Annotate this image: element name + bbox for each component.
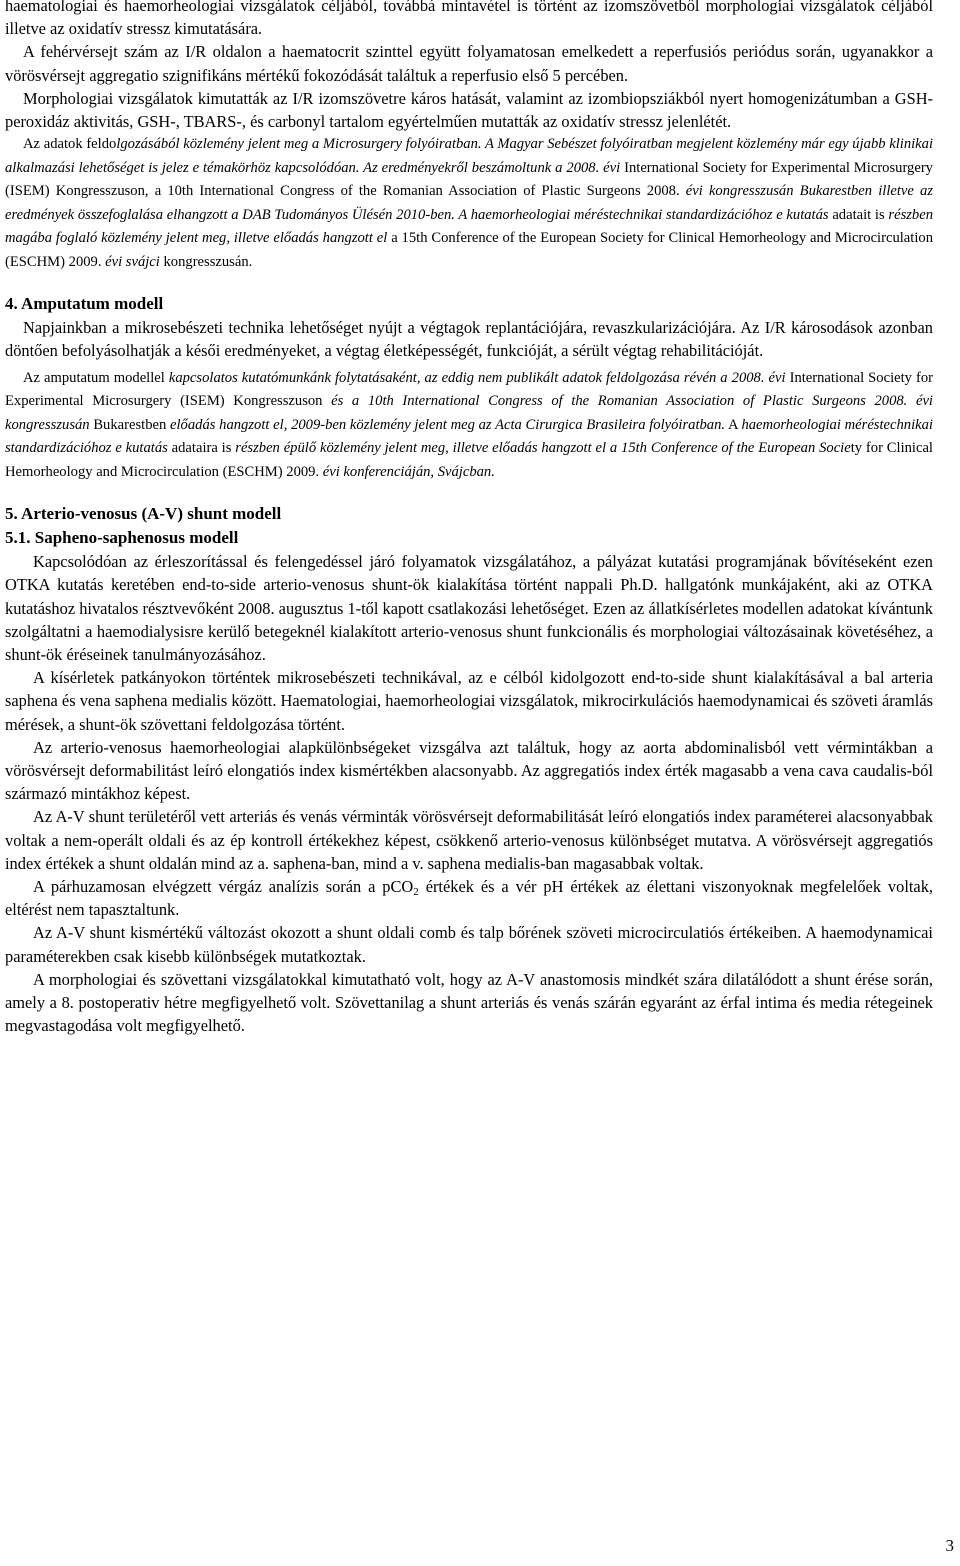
subscript: 2 [413,885,419,898]
document-page [5,0,933,1037]
text-run: értékek és a vér pH értékek az élettani viszonyoknak megfelelőek voltak, eltérést nem tapasztaltunk. [5,876,933,920]
section-5-paragraph-7: A morphologiai és szövettani vizsgálatokkal kimutatható volt, hogy az A-V anastomosis mindkét szára dilatálódott a shunt érése során, amely a 8. postoperativ hétre megfigyelhető volt. Szövettanilag a shunt arteriás és venás szárán egyaránt az érfal intima és media rétegeinek megvastagodása volt megfigyelhető. [5,969,933,1036]
text-run: a 15th Conference of the European Society for Clinical Hemorheology and Microcirculation (ESCHM) 2009. [5,230,933,270]
intro-paragraph-1: A fehérvérsejt szám az I/R oldalon a haematocrit szinttel együtt folyamatosan emelkedett a reperfusiós periódus során, ugyanakkor a vörösvérsejt aggregatio szignifikáns mértékű fokozódását találtuk a reperfusio első 5 percében. [5,42,933,85]
text-run: International Society for Experimental Microsurgery (ISEM) Kongresszuson, a 10th International Congress of the Romanian Association of Plastic Surgeons 2008. [5,159,933,200]
text-run: évi konferenciáján, Svájcban. [322,463,495,480]
page-number: 3 [945,1536,954,1555]
text-run: lgozásából közlemény jelent meg a Microsurgery folyóiratban. [116,136,482,153]
intro-publications-paragraph [5,133,933,274]
text-run: részben épülő közlemény jelent meg, illetve előadás hangzott el a 15th Conference of the European Socie [235,440,851,457]
text-run: haemorheologiai méréstechnikai standardizációhoz e kutatás [5,416,933,457]
text-run: kapcsolatos kutatómunkánk folytatásaként, az eddig nem publikált adatok feldolgozása révén a 2008. évi [168,369,790,386]
section-5-paragraph-3: Az arterio-venosus haemorheologiai alapkülönbségeket vizsgálva azt találtuk, hogy az aorta abdominalisból vett vérmintákban a vörösvérsejt deformabilitást leíró elongatiós index kismértékben alacsonyabb. Az aggregatiós index érték magasabb a vena cava caudalis-ból származó mintákhoz képest. [5,737,933,804]
text-run: International Society for Experimental Microsurgery (ISEM) Kongresszuson [5,369,933,410]
text-run: évi kongresszusán Bukarestben illetve az eredmények összefoglalása elhangzott a DAB Tudományos Ülésén 2010-ben. A haemorheologiai méréstechnikai standardizációhoz e kutatás [5,183,933,223]
text-run: A párhuzamosan elvégzett vérgáz analízis során a pCO [33,876,414,896]
section-5-1-subheading: 5.1. Sapheno-saphenosus modell [5,528,239,548]
section-5-heading: 5. Arterio-venosus (A-V) shunt modell [5,504,282,524]
section-5-paragraph-2: A kísérletek patkányokon történtek mikrosebészeti technikával, az e célból kidolgozott end-to-side shunt kialakításával a bal arteria saphena és vena saphena medialis között. Haematologiai, haemorheologiai vizsgálatok, mikrocirkulációs haemodynamicai és szöveti áramlás mérések, a shunt-ök szövettani feldolgozása történt. [5,668,933,734]
text-run: Az amputatum modellel [23,369,169,386]
section-5-paragraph-4: Az A-V shunt területéről vett arteriás és venás vérminták vörösvérsejt deformabilitását leíró elongatiós index paraméterei alacsonyabbak voltak a nem-operált oldali és az ép kontroll értékekhez képest, csökkenő arterio-venosus különbséget mutatva. A vörösvérsejt aggregatiós index értékek a shunt oldalán mind az a. saphena-ban, mind a v. saphena medialis-ban magasabbak voltak. [5,807,933,873]
text-run: és a 10th International Congress of the Romanian Association of Plastic Surgeons 2008. évi kongresszusán [5,393,933,433]
section-4-paragraph-1: Napjainkban a mikrosebészeti technika lehetőséget nyújt a végtagok replantációjára, revaszkularizációjára. Az I/R károsodások azonban döntően befolyásolhatják a késői eredményeket, a végtag életképességét, funkcióját, a sérült végtag rehabilitációját. [5,318,933,361]
text-run: ty for Clinical Hemorheology and Microcirculation (ESCHM) 2009. [5,440,933,480]
intro-paragraph-2: Morphologiai vizsgálatok kimutatták az I/R izomszövetre káros hatását, valamint az izombiopsziákból nyert homogenizátumban a GSH-peroxidáz aktivitás, GSH-, TBARS-, és carbonyl tartalom egyértelműen mutatták az oxidatív stressz jelenlétét. [5,88,933,132]
text-run: adatait is [832,206,889,223]
text-run: Bukarestben [93,416,171,433]
text-run: A Magyar Sebészet folyóiratban megjelent közlemény már egy újabb klinikai alkalmazási lehetőséget is jelez e témakörhöz kapcsolódóan. Az eredményekről beszámoltunk a 2008. évi [5,136,934,176]
intro-paragraph-0: haematologiai és haemorheologiai vizsgálatok céljából, továbbá mintavétel is történt az izomszövetből morphologiai vizsgálatok céljából illetve az oxidatív stressz kimutatására. [5,0,933,39]
text-run: adataira is [171,440,236,457]
section-5-paragraph-5 [5,875,933,921]
text-run: előadás hangzott el, 2009-ben közlemény jelent meg az Acta Cirurgica Brasileira folyóiratban. [170,416,726,433]
text-run: évi svájci [105,253,164,270]
text-run: Az adatok feldo [23,136,117,153]
text-run: kongresszusán. [163,253,253,270]
section-4-heading: 4. Amputatum modell [5,294,164,314]
section-5-paragraph-1: Kapcsolódóan az érleszorítással és felengedéssel járó folyamatok vizsgálatához, a pályázat kutatási programjának bővítéseként ezen OTKA kutatás keretében end-to-side arterio-venosus shunt-ök kialakítása történt nappali Ph.D. hallgatónk munkájaként, aki az OTKA kutatáshoz hivatalos résztvevőként 2008. augusztus 1-től kapott csatlakozási lehetőséget. Ezen az állatkísérletes modellen adatokat kívántunk szolgáltatni a haemodialysisre kerülő betegeknél kialakított arterio-venosus shunt funkcionális és morphologiai változásainak követéséhez, a shunt-ök éréseinek tanulmányozásához. [5,552,933,664]
text-run: A [725,416,742,433]
section-5-paragraph-6: Az A-V shunt kismértékű változást okozott a shunt oldali comb és talp bőrének szöveti microcirculatiós értékeiben. A haemodynamicai paraméterekben csak kisebb különbségek mutatkoztak. [5,923,933,966]
section-4-publications-paragraph [5,367,933,485]
text-run: részben magába foglaló közlemény jelent meg, illetve előadás hangzott el [5,206,933,247]
